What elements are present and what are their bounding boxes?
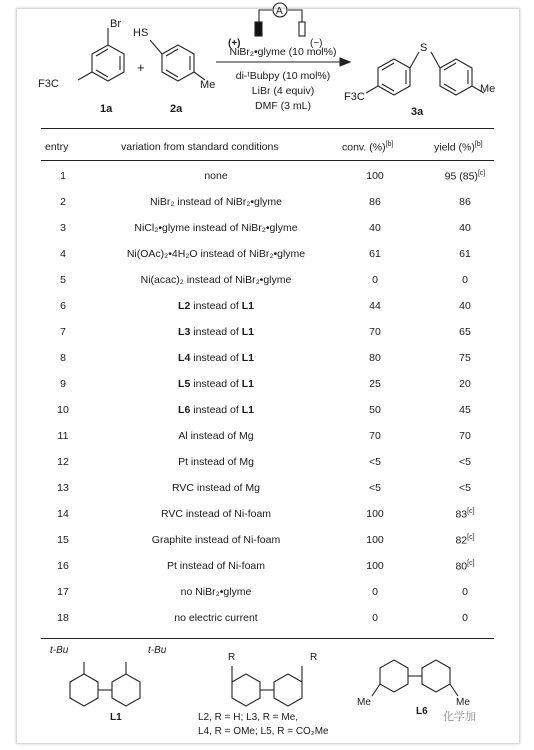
cell-conv: 50 xyxy=(369,404,381,416)
cell-yield: 40 xyxy=(459,300,471,312)
cell-variation: L3 instead of L1 xyxy=(178,326,254,338)
cell-yield: 82[c] xyxy=(455,534,475,547)
l6-me-left: Me xyxy=(357,697,371,708)
cell-conv: 86 xyxy=(369,196,381,208)
cell-entry: 1 xyxy=(60,170,66,182)
cell-variation: Graphite instead of Ni-foam xyxy=(151,534,281,546)
footnote-marker: [c] xyxy=(467,508,475,515)
cell-yield: 95 (85)[c] xyxy=(444,170,486,183)
l2-ring-right xyxy=(274,674,302,706)
cell-conv: 0 xyxy=(372,612,378,624)
condition-ligand: di-ᵗBubpy (10 mol%) xyxy=(235,70,331,82)
cell-variation: no electric current xyxy=(174,612,258,624)
cell-conv: <5 xyxy=(369,482,381,494)
cell-conv: 70 xyxy=(369,326,381,338)
cell-entry: 15 xyxy=(57,534,69,546)
table-row xyxy=(0,508,534,534)
condition-additive: LiBr (4 equiv) xyxy=(251,85,315,97)
table-top-rule xyxy=(41,128,494,129)
l2-r-right: R xyxy=(310,652,318,663)
cell-conv: 80 xyxy=(369,352,381,364)
footnote-marker: [c] xyxy=(467,534,475,541)
l1-tbu-left: t-Bu xyxy=(50,645,69,656)
cell-conv: 70 xyxy=(369,430,381,442)
condition-catalyst: NiBr₂•glyme (10 mol%) xyxy=(229,46,337,58)
table-row xyxy=(0,196,534,222)
cell-entry: 4 xyxy=(60,248,66,260)
ligand-structures xyxy=(0,640,534,745)
cell-variation: RVC instead of Mg xyxy=(172,482,260,494)
table-row xyxy=(0,430,534,456)
cell-variation: no NiBr₂•glyme xyxy=(180,586,252,598)
group-me-3a: Me xyxy=(480,83,496,95)
cell-yield: 65 xyxy=(459,326,471,338)
cell-conv: 100 xyxy=(366,170,384,182)
table-row xyxy=(0,560,534,586)
cell-variation: L2 instead of L1 xyxy=(178,300,254,312)
table-row xyxy=(0,586,534,612)
l1-label: L1 xyxy=(110,712,122,723)
l6-ring-right xyxy=(422,660,450,692)
cell-variation: NiCl₂•glyme instead of NiBr₂•glyme xyxy=(134,222,298,234)
cell-variation: Pt instead of Mg xyxy=(178,456,254,468)
cell-entry: 14 xyxy=(57,508,69,520)
product-sulfur: S xyxy=(420,42,428,54)
cell-yield: 20 xyxy=(459,378,471,390)
cell-conv: 0 xyxy=(372,274,378,286)
footnote-marker: [c] xyxy=(467,560,475,567)
table-row xyxy=(0,274,534,300)
cell-entry: 13 xyxy=(57,482,69,494)
substituent-br: Br xyxy=(110,18,121,30)
cell-conv: 40 xyxy=(369,222,381,234)
cell-conv: 44 xyxy=(369,300,381,312)
l2-ring-left xyxy=(232,674,260,706)
table-row xyxy=(0,300,534,326)
footnote-marker: [c] xyxy=(477,170,486,177)
cell-yield: <5 xyxy=(459,456,471,468)
label-1a: 1a xyxy=(100,103,113,115)
cell-entry: 7 xyxy=(60,326,66,338)
header-conv: conv. (%)[b] xyxy=(342,141,394,154)
cell-entry: 12 xyxy=(57,456,69,468)
cell-yield: 61 xyxy=(459,248,471,260)
cell-yield: 45 xyxy=(459,404,471,416)
table-bottom-rule xyxy=(41,638,494,639)
header-yield: yield (%)[b] xyxy=(434,141,483,154)
ammeter-label: A xyxy=(276,6,283,17)
watermark: 化学加 xyxy=(443,711,476,723)
cell-entry: 16 xyxy=(57,560,69,572)
cell-yield: 0 xyxy=(462,612,468,624)
table-row xyxy=(0,612,534,638)
label-3a: 3a xyxy=(411,106,424,118)
l6-ring-left xyxy=(380,660,408,692)
cell-entry: 3 xyxy=(60,222,66,234)
header-variation: variation from standard conditions xyxy=(121,141,279,153)
ring-2a xyxy=(162,45,194,81)
l1-ring-right xyxy=(112,674,140,706)
cell-conv: 61 xyxy=(369,248,381,260)
table-row xyxy=(0,170,534,196)
cell-variation: none xyxy=(204,170,228,182)
l2-r-left: R xyxy=(228,652,236,663)
l2-l5-caption-1: L2, R = H; L3, R = Me, xyxy=(198,712,299,723)
cell-entry: 18 xyxy=(57,612,69,624)
cell-yield: 0 xyxy=(462,274,468,286)
cell-yield: 86 xyxy=(459,196,471,208)
cell-yield: 0 xyxy=(462,586,468,598)
header-entry: entry xyxy=(45,141,69,153)
cell-entry: 10 xyxy=(57,404,69,416)
cell-conv: <5 xyxy=(369,456,381,468)
anode-icon xyxy=(255,22,262,36)
table-header-rule xyxy=(41,160,494,161)
cell-variation: L6 instead of L1 xyxy=(178,404,254,416)
cell-conv: 25 xyxy=(369,378,381,390)
cell-entry: 2 xyxy=(60,196,66,208)
cell-conv: 100 xyxy=(366,534,384,546)
ring-3a-right xyxy=(440,59,472,95)
cell-variation: L5 instead of L1 xyxy=(178,378,254,390)
cell-variation: Pt instead of Ni-foam xyxy=(166,560,266,572)
label-2a: 2a xyxy=(170,103,183,115)
substituent-hs: HS xyxy=(133,27,149,39)
condition-solvent: DMF (3 mL) xyxy=(255,100,311,112)
ring-1a xyxy=(92,45,124,81)
cell-variation: L4 instead of L1 xyxy=(178,352,254,364)
cathode-label: (−) xyxy=(310,38,323,49)
table-row xyxy=(0,248,534,274)
cell-yield: 80[c] xyxy=(455,560,475,573)
cell-variation: NiBr₂ instead of NiBr₂•glyme xyxy=(149,196,283,208)
table-row xyxy=(0,352,534,378)
cell-conv: 100 xyxy=(366,560,384,572)
cell-entry: 17 xyxy=(57,586,69,598)
cathode-icon xyxy=(299,22,305,36)
table-row xyxy=(0,456,534,482)
cell-yield: 75 xyxy=(459,352,471,364)
cell-entry: 6 xyxy=(60,300,66,312)
cell-entry: 9 xyxy=(60,378,66,390)
table-row xyxy=(0,404,534,430)
table-row xyxy=(0,378,534,404)
cell-yield: <5 xyxy=(459,482,471,494)
table-row xyxy=(0,482,534,508)
group-me-2a: Me xyxy=(200,79,216,91)
plus-sign: + xyxy=(137,60,145,75)
l1-ring-left xyxy=(70,674,98,706)
cell-variation: Al instead of Mg xyxy=(178,430,254,442)
cell-yield: 70 xyxy=(459,430,471,442)
table-row xyxy=(0,222,534,248)
cell-yield: 83[c] xyxy=(455,508,475,521)
anode-label: (+) xyxy=(228,38,241,49)
cell-conv: 100 xyxy=(366,508,384,520)
ring-3a-left xyxy=(378,59,410,95)
l6-me-right: Me xyxy=(456,697,470,708)
table-row xyxy=(0,534,534,560)
l2-l5-caption-2: L4, R = OMe; L5, R = CO₂Me xyxy=(198,726,329,737)
cell-variation: Ni(acac)₂ instead of NiBr₂•glyme xyxy=(140,274,292,286)
cell-variation: RVC instead of Ni-foam xyxy=(160,508,272,520)
cell-entry: 5 xyxy=(60,274,66,286)
group-cf3-3a: F3C xyxy=(344,91,365,103)
cell-entry: 11 xyxy=(57,430,69,442)
cell-yield: 40 xyxy=(459,222,471,234)
l1-tbu-right: t-Bu xyxy=(148,645,167,656)
cell-conv: 0 xyxy=(372,586,378,598)
reaction-scheme xyxy=(0,0,534,125)
group-cf3-1a: F3C xyxy=(38,78,59,90)
cell-entry: 8 xyxy=(60,352,66,364)
l6-label: L6 xyxy=(416,706,428,717)
table-row xyxy=(0,326,534,352)
cell-variation: Ni(OAc)₂•4H₂O instead of NiBr₂•glyme xyxy=(126,248,306,260)
